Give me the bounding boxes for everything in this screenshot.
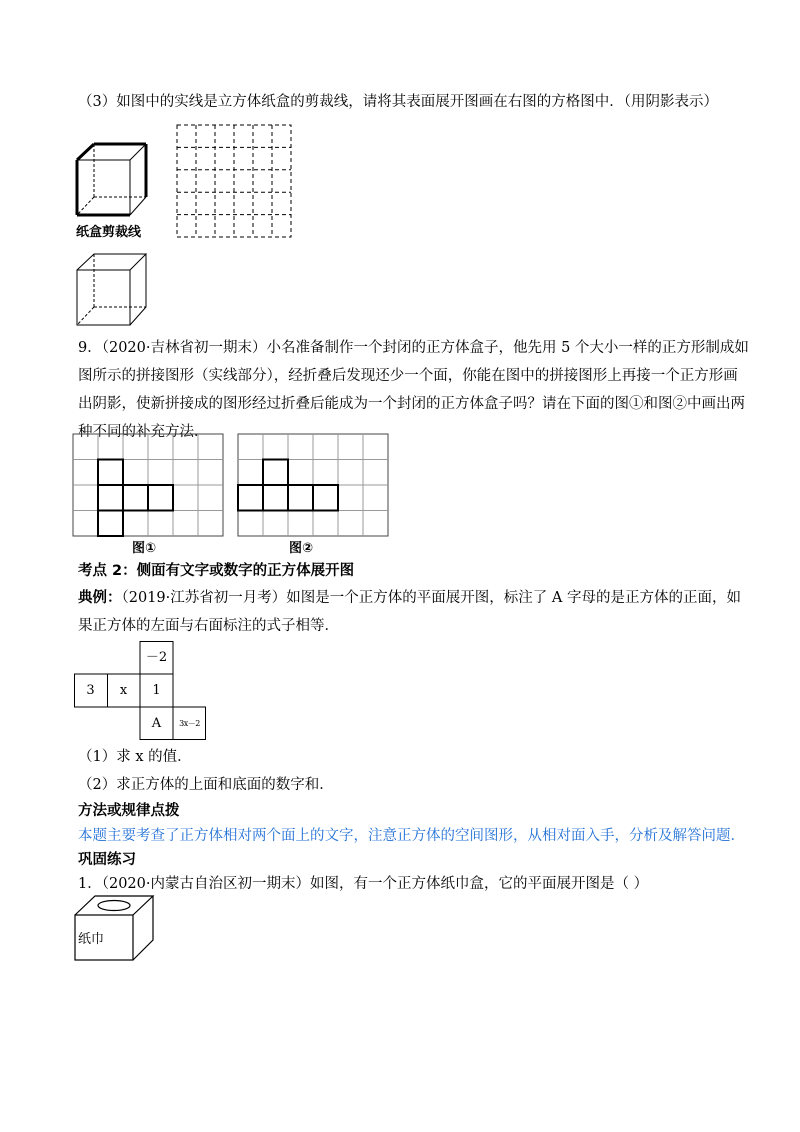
net-cell-bottom: A xyxy=(151,716,162,731)
q9-line3: 出阴影，使新拼接成的图形经过折叠后能成为一个封闭的正方体盒子吗？请在下面的图①和图②中画出两 xyxy=(78,396,745,412)
example-q1: （1）求 x 的值． xyxy=(78,749,192,765)
q9-line1: 9．（2020·吉林省初一期末）小名准备制作一个封闭的正方体盒子，他先用 5 个大小一样的正方形制成如 xyxy=(78,340,749,356)
net-cell-2: x xyxy=(119,683,128,698)
dashed-grid xyxy=(176,124,294,240)
cut-line-label: 纸盒剪裁线 xyxy=(76,225,142,240)
kaodian2-title: 考点 2：侧面有文字或数字的正方体展开图 xyxy=(78,563,355,579)
q9-line2: 图所示的拼接图形（实线部分），经折叠后发现还少一个面，你能在图中的拼接图形上再接一个正方形画 xyxy=(78,368,738,384)
q9-line4: 种不同的补充方法． xyxy=(78,424,209,440)
grid-figure-2 xyxy=(237,433,389,537)
cube-figure xyxy=(74,250,154,330)
example-line2: 果正方体的左面与右面标注的式子相等． xyxy=(78,618,339,634)
example-line1: （2019·江苏省初一月考）如图是一个正方体的平面展开图，标注了 A 字母的是正方体的正面，如 xyxy=(121,590,741,606)
q8-part3-text: （3）如图中的实线是立方体纸盒的剪裁线，请将其表面展开图画在右图的方格图中．（用阴影表示） xyxy=(78,94,718,110)
grid-figure-1 xyxy=(72,433,224,537)
cube-net xyxy=(74,641,206,740)
practice-title: 巩固练习 xyxy=(78,852,136,868)
tissue-box-figure xyxy=(74,895,156,961)
example-label: 典例： xyxy=(78,590,122,606)
example-q2: （2）求正方体的上面和底面的数字和． xyxy=(78,777,334,793)
net-cell-top: －2 xyxy=(145,650,168,665)
tissue-box-label: 纸巾 xyxy=(78,932,105,947)
net-cell-3: 1 xyxy=(152,683,161,698)
method-title: 方法或规律点拨 xyxy=(78,803,180,819)
fig2-caption: 图② xyxy=(289,541,314,556)
fig1-caption: 图① xyxy=(132,541,157,556)
method-text: 本题主要考查了正方体相对两个面上的文字，注意正方体的空间图形，从相对面入手，分析及解答问题． xyxy=(78,828,745,844)
practice-q1: 1．（2020·内蒙古自治区初一期末）如图，有一个正方体纸巾盒，它的平面展开图是（ ） xyxy=(78,876,649,892)
net-cell-1: 3 xyxy=(86,683,95,698)
net-cell-bottom-right: 3x－2 xyxy=(179,719,200,728)
